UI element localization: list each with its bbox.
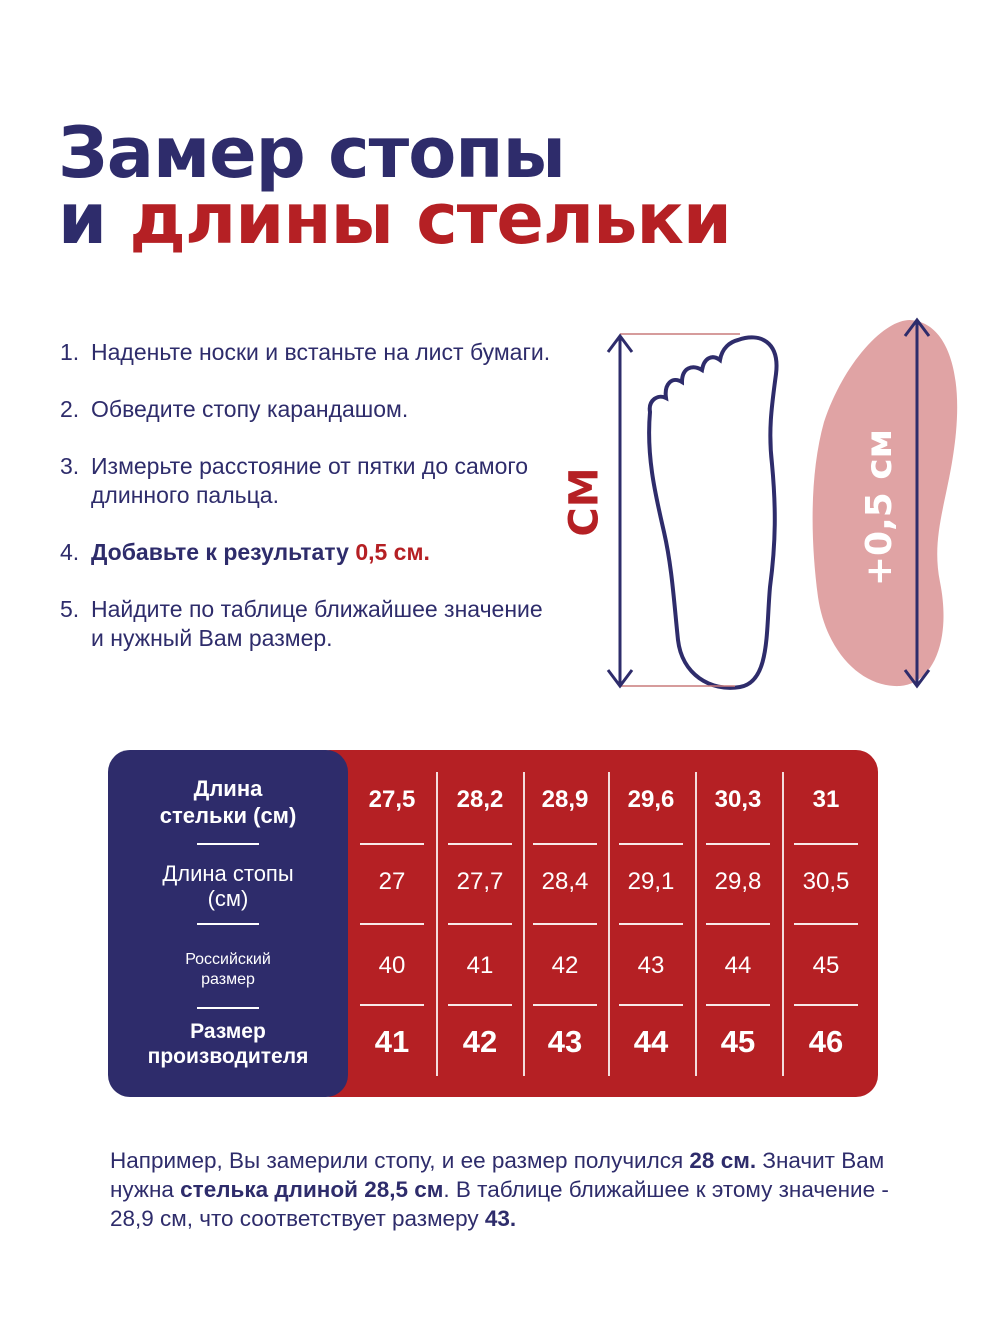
row-divider xyxy=(533,923,597,925)
header-divider xyxy=(197,923,259,925)
column-divider xyxy=(523,772,525,1076)
cell-insole-length: 30,3 xyxy=(714,786,762,813)
row-divider xyxy=(619,1004,683,1006)
header-divider xyxy=(197,1007,259,1009)
cell-insole-length: 31 xyxy=(812,786,840,813)
step-text: Измерьте расстояние от пятки до самого длинного пальца. xyxy=(91,453,529,508)
row-header-insole-length: Длина стельки (см) xyxy=(159,776,297,828)
row-divider xyxy=(360,843,424,845)
cell-foot-length: 27 xyxy=(378,868,406,895)
cell-manufacturer-size: 41 xyxy=(374,1024,410,1059)
cell-russian-size: 43 xyxy=(637,952,665,979)
foot-shape xyxy=(649,337,776,687)
insole-length-text: +0,5 см xyxy=(859,428,901,586)
cell-foot-length: 29,1 xyxy=(627,868,675,895)
row-divider xyxy=(360,923,424,925)
title-accent: длины стельки xyxy=(129,178,731,260)
title-line-1: Замер стопы xyxy=(58,112,565,194)
row-divider xyxy=(794,843,858,845)
row-divider xyxy=(706,1004,770,1006)
step-text: Найдите по таблице ближайшее значение и нужный Вам размер. xyxy=(91,596,543,651)
cell-insole-length: 27,5 xyxy=(368,786,416,813)
row-header-russian-size: Российский размер xyxy=(185,951,271,988)
cell-insole-length: 28,9 xyxy=(541,786,589,813)
step-1 xyxy=(60,338,560,367)
step-text-main: Добавьте к результату xyxy=(91,539,356,565)
cell-foot-length: 28,4 xyxy=(541,868,589,895)
foot-length-label xyxy=(560,452,610,552)
step-5 xyxy=(60,595,560,653)
cell-russian-size: 44 xyxy=(724,952,752,979)
size-table xyxy=(108,750,878,1097)
step-text xyxy=(91,538,560,567)
step-3 xyxy=(60,452,560,510)
cell-russian-size: 40 xyxy=(378,952,406,979)
cell-foot-length: 29,8 xyxy=(714,868,762,895)
column-divider xyxy=(782,772,784,1076)
cell-insole-length: 28,2 xyxy=(456,786,504,813)
row-divider xyxy=(533,1004,597,1006)
title-prefix: и xyxy=(58,178,130,260)
row-divider xyxy=(794,1004,858,1006)
row-divider xyxy=(706,923,770,925)
step-4 xyxy=(60,538,560,567)
foot-illustration xyxy=(560,312,980,702)
step-number: 2. xyxy=(60,396,80,422)
row-divider xyxy=(794,923,858,925)
cell-foot-length: 30,5 xyxy=(802,868,850,895)
row-divider xyxy=(619,843,683,845)
row-header-foot-length: Длина стопы (см) xyxy=(162,861,294,911)
column-divider xyxy=(436,772,438,1076)
step-number: 1. xyxy=(60,339,80,365)
foot-outline-graphic xyxy=(560,312,980,702)
title-line-2 xyxy=(58,178,938,260)
cell-manufacturer-size: 44 xyxy=(633,1024,669,1059)
step-number: 5. xyxy=(60,596,80,622)
column-divider xyxy=(608,772,610,1076)
instruction-list xyxy=(60,338,560,681)
cell-foot-length: 27,7 xyxy=(456,868,504,895)
column-divider xyxy=(695,772,697,1076)
insole-length-label xyxy=(850,422,910,592)
row-divider xyxy=(619,923,683,925)
step-number: 4. xyxy=(60,539,80,565)
row-divider xyxy=(448,1004,512,1006)
cell-insole-length: 29,6 xyxy=(627,786,675,813)
cell-russian-size: 45 xyxy=(812,952,840,979)
step-text: Обведите стопу карандашом. xyxy=(91,396,409,422)
foot-length-text: СМ xyxy=(562,467,609,537)
cell-russian-size: 42 xyxy=(551,952,579,979)
step-text-accent: 0,5 см. xyxy=(355,539,430,565)
cell-manufacturer-size: 43 xyxy=(547,1024,583,1059)
cell-manufacturer-size: 46 xyxy=(808,1024,844,1059)
row-divider xyxy=(448,843,512,845)
example-paragraph: Например, Вы замерили стопу, и ее размер получился 28 см. Значит Вам нужна стелька длиной 28,5 см. В таблице ближайшее к этому значение - 28,9 см, что соответствует размеру 43. xyxy=(110,1148,889,1231)
row-divider xyxy=(706,843,770,845)
header-divider xyxy=(197,843,259,845)
step-number: 3. xyxy=(60,453,80,479)
step-2 xyxy=(60,395,560,424)
step-text: Наденьте носки и встаньте на лист бумаги. xyxy=(91,339,551,365)
row-divider xyxy=(448,923,512,925)
cell-manufacturer-size: 45 xyxy=(720,1024,756,1059)
row-divider xyxy=(533,843,597,845)
row-header-manufacturer-size: Размер производителя xyxy=(147,1020,309,1068)
page-title xyxy=(58,112,938,260)
row-divider xyxy=(360,1004,424,1006)
cell-russian-size: 41 xyxy=(466,952,494,979)
cell-manufacturer-size: 42 xyxy=(462,1024,498,1059)
